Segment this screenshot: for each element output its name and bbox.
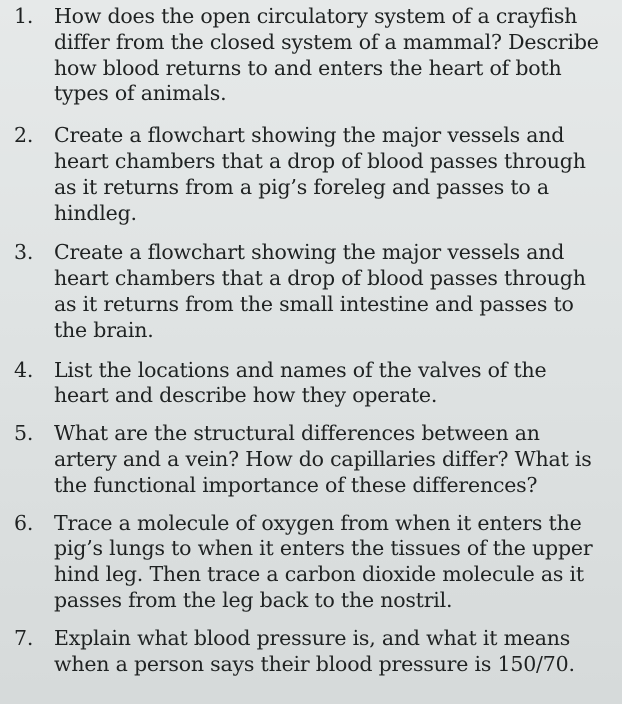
question-item	[14, 240, 604, 343]
question-number: 1.	[14, 4, 34, 28]
question-text: Create a flowchart showing the major vessels and heart chambers that a drop of blood passes through as it returns from a pig’s foreleg and passes to a hindleg.	[54, 123, 586, 225]
study-questions-page	[0, 4, 622, 704]
question-text: Trace a molecule of oxygen from when it enters the pig’s lungs to when it enters the tissues of the upper hind leg. Then trace a carbon dioxide molecule as it passes from the leg back to the nostril.	[54, 510, 593, 612]
question-number: 2.	[14, 123, 34, 148]
question-number: 7.	[14, 625, 34, 650]
question-text: Explain what blood pressure is, and what it means when a person says their blood pressure is 150/70.	[54, 625, 575, 676]
question-number: 5.	[14, 421, 34, 446]
question-text: Create a flowchart showing the major vessels and heart chambers that a drop of blood passes through as it returns from the small intestine and passes to the brain.	[54, 240, 586, 342]
question-item	[14, 358, 604, 410]
question-text: How does the open circulatory system of a crayfish differ from the closed system of a mammal? Describe how blood returns to and enters the heart of both types of animals.	[54, 4, 599, 106]
question-number: 6.	[14, 510, 34, 535]
question-item	[14, 626, 604, 678]
question-item	[14, 421, 604, 498]
question-item	[14, 123, 604, 226]
question-text: What are the structural differences between an artery and a vein? How do capillaries differ? What is the functional importance of these differences?	[54, 421, 592, 497]
question-number: 3.	[14, 240, 34, 265]
question-list	[14, 4, 604, 677]
question-text: List the locations and names of the valves of the heart and describe how they operate.	[54, 357, 547, 408]
question-item	[14, 511, 604, 614]
question-item	[14, 4, 604, 107]
question-number: 4.	[14, 357, 34, 382]
